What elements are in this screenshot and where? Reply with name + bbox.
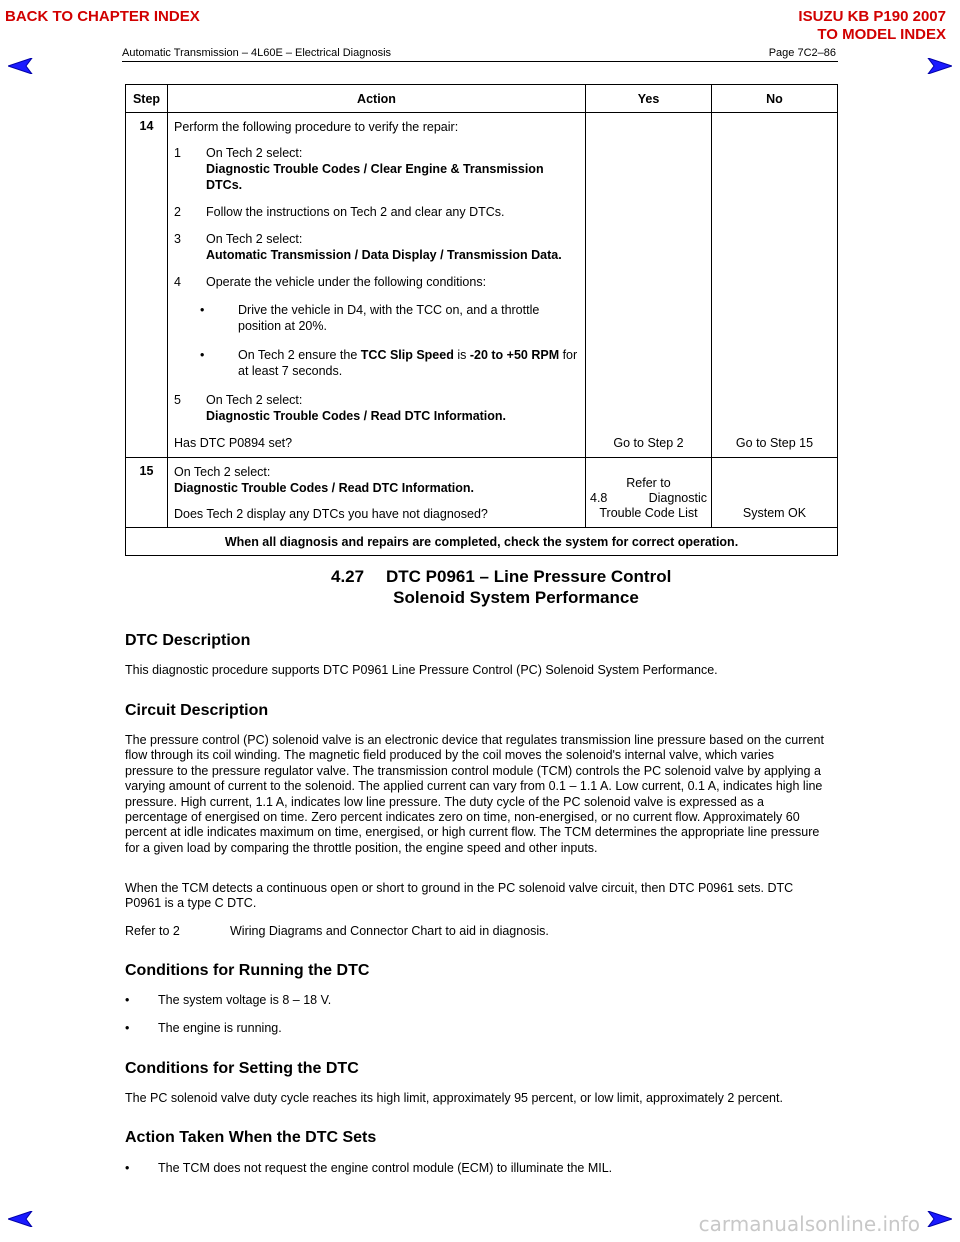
action-intro: Perform the following procedure to verify the repair: — [174, 120, 459, 134]
list-item: • The system voltage is 8 – 18 V. — [125, 993, 332, 1007]
condition-bullet: • On Tech 2 ensure the TCC Slip Speed is -20 to +50 RPM for at least 7 seconds. — [200, 348, 578, 378]
action-question: Has DTC P0894 set? — [174, 436, 293, 450]
table-header-row — [126, 85, 838, 113]
action-item: 1 On Tech 2 select: Diagnostic Trouble Codes / Clear Engine & Transmission DTCs. — [174, 146, 544, 192]
document-title: Automatic Transmission – 4L60E – Electrical Diagnosis — [122, 47, 392, 59]
col-header-step: Step — [126, 85, 168, 113]
table-footer-row — [126, 528, 838, 556]
setting-text: The PC solenoid valve duty cycle reaches its high limit, approximately 95 percent, or low limit, approximately 2 percent. — [125, 1091, 783, 1105]
list-item: • The engine is running. — [125, 1021, 282, 1035]
previous-page-arrow-icon[interactable] — [8, 1211, 34, 1227]
col-header-no: No — [712, 85, 838, 113]
step-number: 15 — [126, 458, 168, 528]
previous-page-arrow-icon[interactable] — [8, 58, 34, 74]
heading-dtc-description: DTC Description — [125, 632, 251, 649]
model-title: ISUZU KB P190 2007 — [798, 8, 946, 25]
bullet-icon: • — [125, 1021, 130, 1035]
completion-note: When all diagnosis and repairs are completed, check the system for correct operation. — [126, 528, 838, 556]
heading-conditions-setting: Conditions for Setting the DTC — [125, 1060, 359, 1077]
diagnostic-table — [125, 84, 838, 556]
yes-cell: Go to Step 2 — [586, 113, 712, 458]
back-to-chapter-index-link[interactable]: BACK TO CHAPTER INDEX — [5, 8, 200, 25]
step-number: 14 — [126, 113, 168, 458]
bullet-icon: • — [125, 993, 130, 1007]
watermark: carmanualsonline.info — [698, 1212, 920, 1236]
page-number: Page 7C2–86 — [768, 47, 836, 59]
table-row-step-14 — [126, 113, 838, 458]
bullet-icon: • — [200, 348, 205, 362]
no-cell: System OK — [712, 458, 838, 528]
col-header-yes: Yes — [586, 85, 712, 113]
next-page-arrow-icon[interactable] — [926, 1211, 952, 1227]
condition-bullet: • Drive the vehicle in D4, with the TCC on, and a throttle position at 20%. — [200, 303, 540, 333]
action-item: 5 On Tech 2 select: Diagnostic Trouble Codes / Read DTC Information. — [174, 393, 507, 423]
heading-action-taken: Action Taken When the DTC Sets — [125, 1129, 377, 1146]
heading-circuit-description: Circuit Description — [125, 702, 269, 719]
heading-conditions-running: Conditions for Running the DTC — [125, 962, 370, 979]
bullet-icon: • — [125, 1161, 130, 1175]
action-item: 2 Follow the instructions on Tech 2 and clear any DTCs. — [174, 205, 505, 219]
circuit-paragraph-1: The pressure control (PC) solenoid valve is an electronic device that regulates transmission line pressure based on the current flow through its coil winding. The magnetic field produced by the coil moves the solenoid's internal valve, which varies pressure to the pressure regulator valve. The transmission control module (TCM) controls the PC solenoid valve by applying a varying amount of current to the solenoid. The applied current can vary from 0.1 – 1.1 A. Low current, 0.1 A, indicates high line pressure. High current, 1.1 A, indicates low line pressure. The duty cycle of the PC solenoid valve is expressed as a percentage of energised on time. Zero percent indicates zero on time, non-energised, or no current flow. Approximately 60 percent at idle indicates maximum on time, energised, or high current flow. The TCM determines the appropriate line pressure for a given load by comparing the throttle position, the engine speed and other inputs. — [125, 733, 824, 855]
action-cell: On Tech 2 select: Diagnostic Trouble Codes / Read DTC Information. Does Tech 2 display any DTCs you have not diagnosed? — [168, 458, 586, 528]
header-rule — [122, 61, 838, 62]
dtc-description-text: This diagnostic procedure supports DTC P0961 Line Pressure Control (PC) Solenoid System Performance. — [125, 663, 718, 677]
wiring-reference: Refer to 2 Wiring Diagrams and Connector Chart to aid in diagnosis. — [125, 924, 549, 938]
wiring-diagrams-link[interactable]: Wiring Diagrams and Connector Chart to aid in diagnosis. — [230, 924, 549, 938]
col-header-action: Action — [168, 85, 586, 113]
table-row-step-15 — [126, 458, 838, 528]
next-page-arrow-icon[interactable] — [926, 58, 952, 74]
no-cell: Go to Step 15 — [712, 113, 838, 458]
to-model-index-link[interactable]: TO MODEL INDEX — [817, 26, 946, 43]
yes-cell: Refer to 4.8 Diagnostic Trouble Code List — [586, 458, 712, 528]
circuit-paragraph-2: When the TCM detects a continuous open or short to ground in the PC solenoid valve circuit, then DTC P0961 sets. DTC P0961 is a type C DTC. — [125, 881, 794, 911]
action-cell — [168, 113, 586, 458]
bullet-icon: • — [200, 303, 205, 317]
action-item: 4 Operate the vehicle under the following conditions: — [174, 275, 487, 289]
action-item: 3 On Tech 2 select: Automatic Transmission / Data Display / Transmission Data. — [174, 232, 562, 262]
list-item: • The TCM does not request the engine control module (ECM) to illuminate the MIL. — [125, 1161, 613, 1175]
